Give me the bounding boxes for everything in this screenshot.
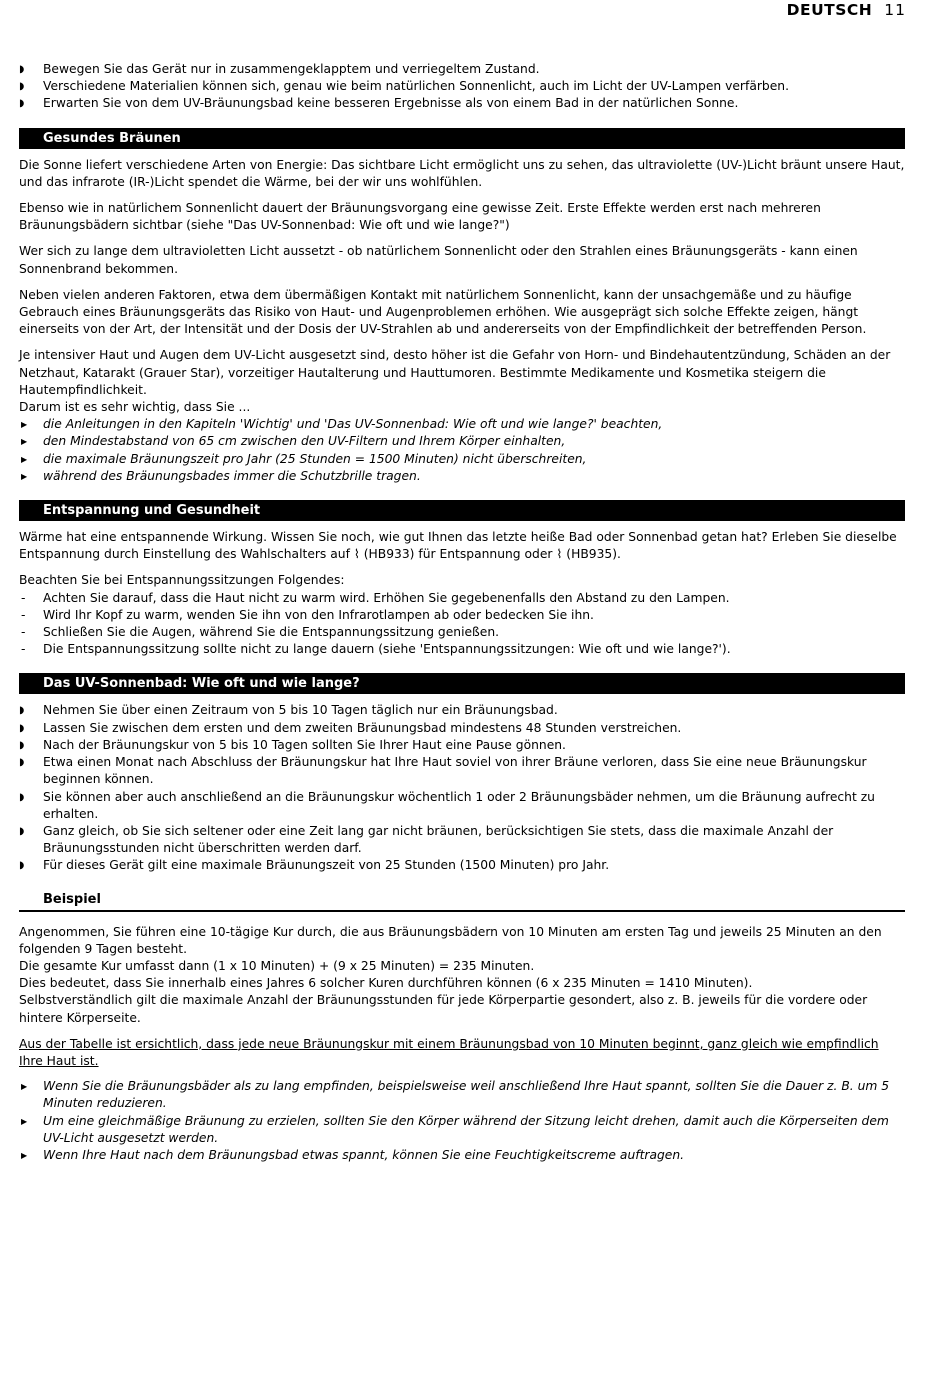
bullet-icon: ◗ xyxy=(19,81,25,93)
paragraph: Die Sonne liefert verschiedene Arten von Energie: Das sichtbare Licht ermöglicht uns zu sehen, das ultraviolette (UV-)Licht bräunt unsere Haut, und das infrarote (IR-)Licht spendet die Wärme, bei der wir uns wohlfühlen. xyxy=(19,157,905,189)
bullet-icon: ◗ xyxy=(19,860,25,872)
list-item: - Achten Sie darauf, dass die Haut nicht zu warm wird. Erhöhen Sie gegebenenfalls den Abstand zu den Lampen. xyxy=(19,590,905,607)
triangle-bullet-icon: ▶ xyxy=(21,471,28,481)
list-item: ▶ Wenn Ihre Haut nach dem Bräunungsbad etwas spannt, können Sie eine Feuchtigkeitscreme auftragen. xyxy=(19,1147,905,1164)
dash-bullet-icon: - xyxy=(21,642,26,657)
paragraph: Beachten Sie bei Entspannungssitzungen Folgendes: xyxy=(19,573,345,588)
list-item: ▶ während des Bräunungsbades immer die Schutzbrille tragen. xyxy=(19,468,905,485)
subsection-heading: Beispiel xyxy=(19,889,905,912)
triangle-bullet-icon: ▶ xyxy=(21,420,28,430)
list-item: ▶ die maximale Bräunungszeit pro Jahr (25 Stunden = 1500 Minuten) nicht überschreiten, xyxy=(19,451,905,468)
list-item: ▶ Um eine gleichmäßige Bräunung zu erzielen, sollten Sie den Körper während der Sitzung leicht drehen, damit auch die Körperseiten dem UV-Licht ausgesetzt werden. xyxy=(21,1113,889,1145)
list-item: ◗ Verschiedene Materialien können sich, genau wie beim natürlichen Sonnenlicht, auch im Licht der UV-Lampen verfärben. xyxy=(19,78,905,95)
paragraph: Wärme hat eine entspannende Wirkung. Wissen Sie noch, wie gut Ihnen das letzte heiße Bad oder Sonnenbad getan hat? Erleben Sie dieselbe Entspannung durch Einstellung des Wahlschalters auf ⌇ (HB933) für Entspannung oder ⌇ (HB935). xyxy=(19,530,897,562)
list-item: ◗ Für dieses Gerät gilt eine maximale Bräunungszeit von 25 Stunden (1500 Minuten) pro Jahr. xyxy=(19,857,905,874)
example-line: Die gesamte Kur umfasst dann (1 x 10 Minuten) + (9 x 25 Minuten) = 235 Minuten. xyxy=(19,958,535,973)
page-number: 11 xyxy=(884,1,906,19)
bullet-icon: ◗ xyxy=(19,791,25,803)
list-item: ◗ Ganz gleich, ob Sie sich seltener oder eine Zeit lang gar nicht bräunen, berücksichtigen Sie stets, dass die maximale Anzahl der Bräunungsstunden nicht überschritten werden darf. xyxy=(19,823,834,856)
list-item: - Schließen Sie die Augen, während Sie die Entspannungssitzung genießen. xyxy=(19,624,905,641)
triangle-bullet-icon: ▶ xyxy=(21,1082,28,1092)
bullet-icon: ◗ xyxy=(19,98,25,110)
list-item: ◗ Sie können aber auch anschließend an die Bräunungskur wöchentlich 1 oder 2 Bräunungsbäder nehmen, um die Bräunung aufrecht zu erhalten. xyxy=(19,789,875,821)
bullet-icon: ◗ xyxy=(19,722,25,734)
example-line: Angenommen, Sie führen eine 10-tägige Kur durch, die aus Bräunungsbädern von 10 Minuten am ersten Tag und jeweils 25 Minuten an den folgenden 9 Tagen besteht. xyxy=(19,924,882,956)
paragraph: Wer sich zu lange dem ultravioletten Licht aussetzt - ob natürlichem Sonnenlicht oder den Strahlen eines Bräunungsgeräts - kann einen Sonnenbrand bekommen. xyxy=(19,244,858,276)
paragraph: Ebenso wie in natürlichem Sonnenlicht dauert der Bräunungsvorgang eine gewisse Zeit. Erste Effekte werden erst nach mehreren Bräunungsbädern sichtbar (siehe "Das UV-Sonnenbad: Wie oft und wie lange?") xyxy=(19,201,821,233)
bullet-icon: ◗ xyxy=(19,64,25,75)
bullet-icon: ◗ xyxy=(19,705,25,717)
paragraph: Je intensiver Haut und Augen dem UV-Licht ausgesetzt sind, desto höher ist die Gefahr von Horn- und Bindehautentzündung, Schäden an der Netzhaut, Katarakt (Grauer Star), vorzeitiger Hautalterung und Hauttumoren. Bestimmte Medikamente und Kosmetika steigern die Hautempfindlichkeit. xyxy=(19,348,891,397)
intro-bullets xyxy=(19,61,905,113)
list-item: - Die Entspannungssitzung sollte nicht zu lange dauern (siehe 'Entspannungssitzungen: Wie oft und wie lange?'). xyxy=(19,641,905,658)
section-heading: Entspannung und Gesundheit xyxy=(19,500,905,521)
bullet-icon: ◗ xyxy=(19,739,25,751)
section-heading: Gesundes Bräunen xyxy=(19,128,905,149)
example-line: Selbstverständlich gilt die maximale Anzahl der Bräunungsstunden für jede Körperpartie gesondert, also z. B. jeweils für die vordere oder hintere Körperseite. xyxy=(19,993,868,1025)
list-item: - Wird Ihr Kopf zu warm, wenden Sie ihn von den Infrarotlampen ab oder bedecken Sie ihn. xyxy=(19,607,905,624)
triangle-bullet-icon: ▶ xyxy=(21,1116,28,1126)
triangle-bullet-icon: ▶ xyxy=(21,437,28,447)
list-item: ◗ Erwarten Sie von dem UV-Bräunungsbad keine besseren Ergebnisse als von einem Bad in der natürlichen Sonne. xyxy=(19,95,905,112)
list-item: ◗ Nehmen Sie über einen Zeitraum von 5 bis 10 Tagen täglich nur ein Bräunungsbad. xyxy=(19,702,905,719)
list-item: ◗ Etwa einen Monat nach Abschluss der Bräunungskur hat Ihre Haut soviel von ihrer Bräune verloren, dass Sie eine neue Bräunungskur beginnen können. xyxy=(19,755,867,787)
underlined-note: Aus der Tabelle ist ersichtlich, dass jede neue Bräunungskur mit einem Bräunungsbad von 10 Minuten beginnt, ganz gleich wie empfindlich Ihre Haut ist. xyxy=(19,1036,879,1068)
triangle-bullet-icon: ▶ xyxy=(21,454,28,464)
list-item: ◗ Lassen Sie zwischen dem ersten und dem zweiten Bräunungsbad mindestens 48 Stunden verstreichen. xyxy=(19,720,905,737)
section-heading: Das UV-Sonnenbad: Wie oft und wie lange? xyxy=(19,673,905,694)
list-item: ◗ Bewegen Sie das Gerät nur in zusammengeklapptem und verriegeltem Zustand. xyxy=(19,61,905,78)
dash-bullet-icon: - xyxy=(21,625,26,640)
paragraph: Neben vielen anderen Faktoren, etwa dem übermäßigen Kontakt mit natürlichem Sonnenlicht, kann der unsachgemäße und zu häufige Gebrauch eines Bräunungsgeräts das Risiko von Haut- und Augenproblemen erhöhen. Wie ausgeprägt sich solche Effekte zeigen, hängt einerseits von der Art, der Intensität und der Dosis der UV-Strahlen ab und andererseits von der Empfindlichkeit der betreffenden Person. xyxy=(19,287,867,337)
example-line: Dies bedeutet, dass Sie innerhalb eines Jahres 6 solcher Kuren durchführen können (6 x 235 Minuten = 1410 Minuten). xyxy=(19,976,753,991)
bullet-icon: ◗ xyxy=(19,825,25,837)
list-item: ▶ den Mindestabstand von 65 cm zwischen den UV-Filtern und Ihrem Körper einhalten, xyxy=(19,433,905,450)
bullet-list xyxy=(19,702,905,874)
list-item: ▶ die Anleitungen in den Kapiteln 'Wichtig' und 'Das UV-Sonnenbad: Wie oft und wie lange?' beachten, xyxy=(19,416,905,433)
list-item: ▶ Wenn Sie die Bräunungsbäder als zu lang empfinden, beispielsweise weil anschließend Ihre Haut spannt, sollten Sie die Dauer z. B. um 5 Minuten reduzieren. xyxy=(21,1079,890,1111)
content xyxy=(19,61,905,1164)
language-label: DEUTSCH xyxy=(786,1,873,19)
tips-list xyxy=(19,1078,905,1164)
page-header xyxy=(787,0,906,20)
dash-bullet-icon: - xyxy=(21,607,26,622)
triangle-bullet-icon: ▶ xyxy=(21,1150,28,1160)
caution-list xyxy=(19,416,905,485)
dash-bullet-icon: - xyxy=(21,590,26,605)
list-item: ◗ Nach der Bräunungskur von 5 bis 10 Tagen sollten Sie Ihrer Haut eine Pause gönnen. xyxy=(19,737,905,754)
dash-list xyxy=(19,590,905,659)
paragraph: Darum ist es sehr wichtig, dass Sie ... xyxy=(19,400,251,415)
bullet-icon: ◗ xyxy=(19,757,25,769)
